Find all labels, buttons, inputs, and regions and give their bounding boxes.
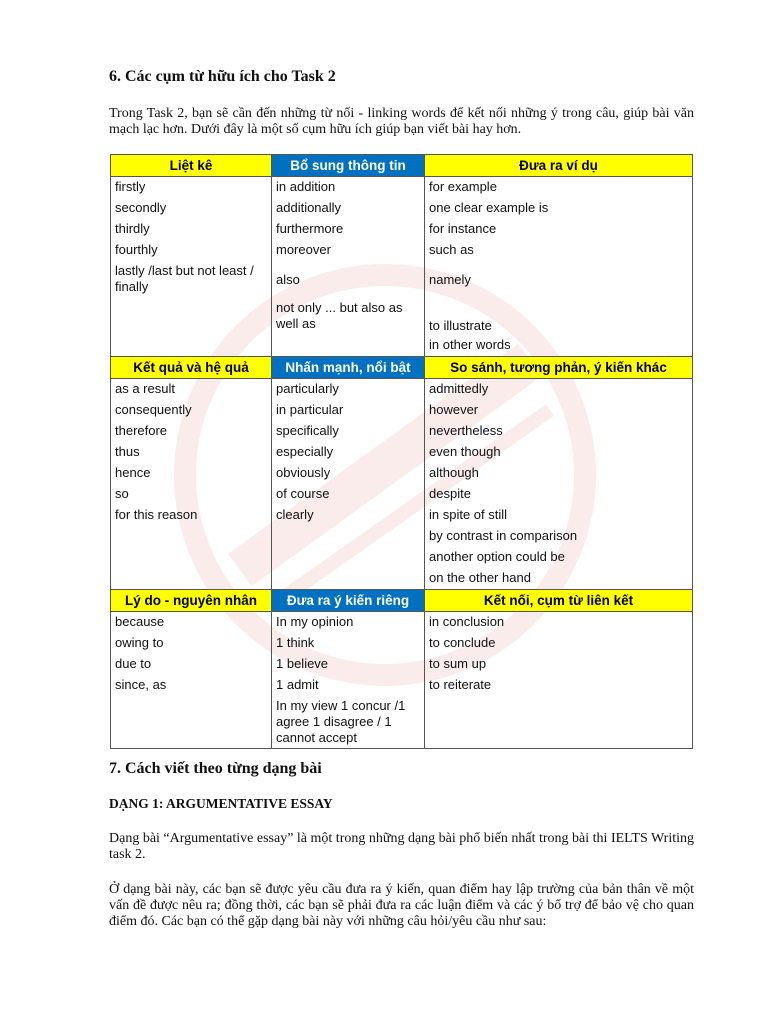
header-bo-sung-thong-tin: Bổ sung thông tin: [272, 155, 425, 177]
list-item: since, as: [115, 677, 167, 692]
table-cell: [272, 379, 425, 590]
list-item: on the other hand: [429, 570, 531, 585]
list-item: such as: [429, 242, 474, 257]
list-item: 1 believe: [276, 656, 329, 671]
list-item: in conclusion: [429, 614, 505, 629]
table-body-row: [111, 177, 693, 357]
table-header-row: [111, 155, 693, 177]
table-cell: [111, 612, 272, 749]
header-liet-ke: Liệt kê: [111, 155, 272, 177]
list-item: namely: [429, 271, 471, 287]
list-item: of course: [276, 486, 330, 501]
list-item: however: [429, 402, 479, 417]
table-header-row: [111, 357, 693, 379]
list-item: to reiterate: [429, 677, 492, 692]
list-item: hence: [115, 465, 151, 480]
list-item: particularly: [276, 381, 339, 396]
list-item: especially: [276, 444, 334, 459]
table-body-row: [111, 379, 693, 590]
list-item: in particular: [276, 402, 344, 417]
section-7-subheading: DẠNG 1: ARGUMENTATIVE ESSAY: [109, 796, 333, 811]
header-so-sanh-tuong-phan: So sánh, tương phản, ý kiến khác: [425, 357, 693, 379]
list-item: not only ... but also as well as: [276, 300, 403, 331]
list-item: one clear example is: [429, 200, 549, 215]
list-item: firstly: [115, 179, 146, 194]
table-cell: [425, 612, 693, 749]
list-item: thus: [115, 444, 140, 459]
list-item: lastly /last but not least / finally: [115, 263, 254, 294]
list-item: in addition: [276, 179, 336, 194]
list-item: additionally: [276, 200, 342, 215]
list-item: consequently: [115, 402, 192, 417]
table-cell: [425, 177, 693, 357]
list-item: In my opinion: [276, 614, 354, 629]
list-item: furthermore: [276, 221, 344, 236]
list-item: despite: [429, 486, 471, 501]
table-cell: [272, 612, 425, 749]
list-item: for this reason: [115, 507, 198, 522]
list-item: another option could be: [429, 549, 565, 564]
table-cell: [425, 379, 693, 590]
list-item: even though: [429, 444, 501, 459]
section-7-title: 7. Cách viết theo từng dạng bài: [109, 760, 322, 777]
list-item: fourthly: [115, 242, 158, 257]
header-ly-do-nguyen-nhan: Lý do - nguyên nhân: [111, 590, 272, 612]
list-item: so: [115, 486, 129, 501]
list-item: to conclude: [429, 635, 496, 650]
header-ket-qua-va-he-qua: Kết quả và hệ quả: [111, 357, 272, 379]
section-6-title: 6. Các cụm từ hữu ích cho Task 2: [109, 68, 336, 85]
list-item: for instance: [429, 221, 497, 236]
list-item: 1 think: [276, 635, 315, 650]
list-item: due to: [115, 656, 152, 671]
list-item: thirdly: [115, 221, 150, 236]
list-item: moreover: [276, 242, 331, 257]
table-header-row: [111, 590, 693, 612]
linking-words-table: [110, 154, 693, 749]
header-dua-ra-y-kien-rieng: Đưa ra ý kiến riêng: [272, 590, 425, 612]
list-item: clearly: [276, 507, 314, 522]
list-item: nevertheless: [429, 423, 503, 438]
list-item: to illustrate: [429, 318, 492, 333]
section-7-paragraph-2: Ở dạng bài này, các bạn sẽ được yêu cầu đưa ra ý kiến, quan điểm hay lập trường của bản thân về một vấn đề được nêu ra; đồng thời, các bạn sẽ phải đưa ra các luận điểm và các ý bổ trợ để bảo vệ cho quan điểm đó. Các bạn có thể gặp dạng bài này với những câu hỏi/yêu cầu như sau:: [109, 882, 694, 929]
list-item: 1 admit: [276, 677, 319, 692]
list-item: owing to: [115, 635, 164, 650]
section-6-intro: Trong Task 2, bạn sẽ cần đến những từ nối - linking words để kết nối những ý trong câu, giúp bài văn mạch lạc hơn. Dưới đây là một số cụm hữu ích giúp bạn viết bài hay hơn.: [109, 106, 694, 137]
list-item: for example: [429, 179, 497, 194]
header-dua-ra-vi-du: Đưa ra ví dụ: [425, 155, 693, 177]
list-item: therefore: [115, 423, 168, 438]
list-item: obviously: [276, 465, 331, 480]
list-item: by contrast in comparison: [429, 528, 578, 543]
list-item: to sum up: [429, 656, 487, 671]
list-item: as a result: [115, 381, 175, 396]
header-ket-noi-cum-tu-lien-ket: Kết nối, cụm từ liên kết: [425, 590, 693, 612]
list-item: because: [115, 614, 165, 629]
table-body-row: [111, 612, 693, 749]
list-item: secondly: [115, 200, 167, 215]
list-item: admittedly: [429, 381, 489, 396]
header-nhan-manh-noi-bat: Nhấn mạnh, nổi bật: [272, 357, 425, 379]
table-cell: [111, 379, 272, 590]
table-cell: [111, 177, 272, 357]
list-item: specifically: [276, 423, 339, 438]
list-item: In my view 1 concur /1 agree 1 disagree / 1 cannot accept: [276, 698, 406, 745]
list-item: in spite of still: [429, 507, 508, 522]
list-item: in other words: [429, 337, 511, 352]
table-cell: [272, 177, 425, 357]
section-7-paragraph-1: Dạng bài “Argumentative essay” là một trong những dạng bài phổ biến nhất trong bài thi IELTS Writing task 2.: [109, 831, 694, 862]
list-item: also: [276, 271, 300, 287]
list-item: although: [429, 465, 479, 480]
